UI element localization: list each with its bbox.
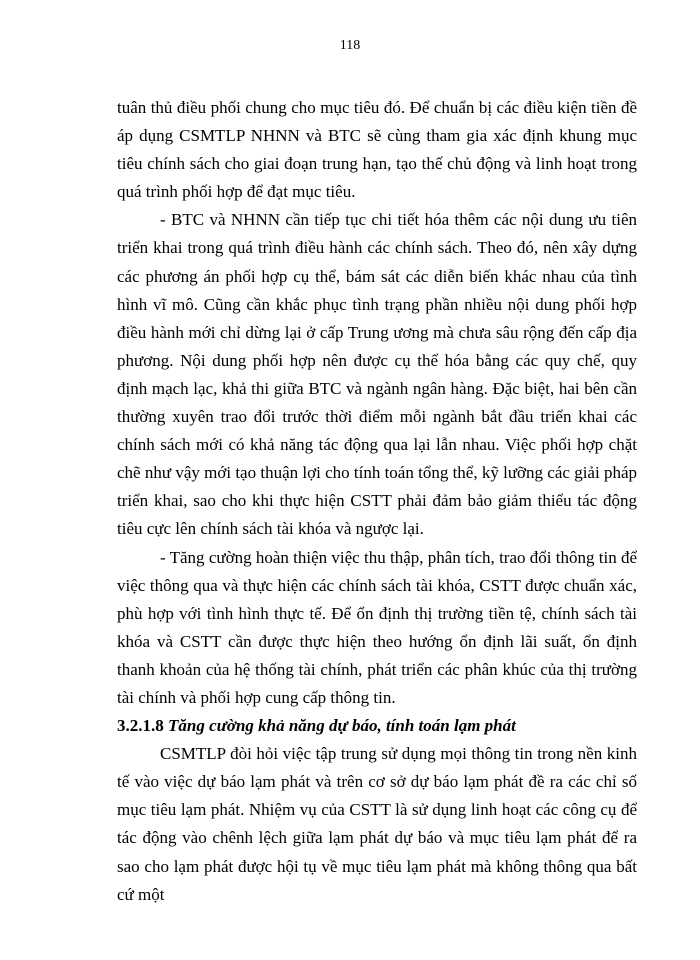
document-body bbox=[117, 94, 637, 909]
paragraph-continuation: tuân thủ điều phối chung cho mục tiêu đó. Để chuẩn bị các điều kiện tiền đề áp dụng CSMTLP NHNN và BTC sẽ cùng tham gia xác định khung mục tiêu chính sách cho giai đoạn trung hạn, tạo thế chủ động và linh hoạt trong quá trình phối hợp để đạt mục tiêu. bbox=[117, 98, 637, 202]
page-number: 118 bbox=[339, 38, 361, 53]
paragraph-bullet-information: - Tăng cường hoàn thiện việc thu thập, phân tích, trao đổi thông tin để việc thông qua và thực hiện các chính sách tài khóa, CSTT được chuẩn xác, phù hợp với tình hình thực tế. Để ổn định thị trường tiền tệ, chính sách tài khóa và CSTT cần được thực hiện theo hướng ổn định lãi suất, ổn định thanh khoản của hệ thống tài chính, phát triển các phân khúc của thị trường tài chính và phối hợp cung cấp thông tin. bbox=[117, 547, 637, 707]
section-title: Tăng cường khả năng dự báo, tính toán lạm phát bbox=[168, 716, 516, 736]
section-heading bbox=[117, 712, 637, 740]
section-number: 3.2.1.8 bbox=[117, 716, 164, 736]
paragraph-bullet-coordination: - BTC và NHNN cần tiếp tục chi tiết hóa thêm các nội dung ưu tiên triển khai trong quá trình điều hành các chính sách. Theo đó, nên xây dựng các phương án phối hợp cụ thể, bám sát các diễn biến khác nhau của tình hình vĩ mô. Cũng cần khắc phục tình trạng phần nhiều nội dung phối hợp điều hành mới chỉ dừng lại ở cấp Trung ương mà chưa sâu rộng đến cấp địa phương. Nội dung phối hợp nên được cụ thể hóa bằng các quy chế, quy định mạch lạc, khả thi giữa BTC và ngành ngân hàng. Đặc biệt, hai bên cần thường xuyên trao đổi trước thời điểm mỗi ngành bắt đầu triển khai các chính sách mới có khả năng tác động qua lại lẫn nhau. Việc phối hợp chặt chẽ như vậy mới tạo thuận lợi cho tính toán tổng thể, kỹ lưỡng các giải pháp triển khai, sao cho khi thực hiện CSTT phải đảm bảo giảm thiểu tác động tiêu cực lên chính sách tài khóa và ngược lại. bbox=[117, 210, 637, 539]
paragraph-section-body: CSMTLP đòi hỏi việc tập trung sử dụng mọi thông tin trong nền kinh tế vào việc dự báo lạm phát và trên cơ sở dự báo lạm phát đề ra các chỉ số mục tiêu lạm phát. Nhiệm vụ của CSTT là sử dụng linh hoạt các công cụ để tác động vào chênh lệch giữa lạm phát dự báo và mục tiêu lạm phát để ra sao cho lạm phát được hội tụ về mục tiêu lạm phát mà không thông qua bất cứ một bbox=[117, 744, 637, 904]
